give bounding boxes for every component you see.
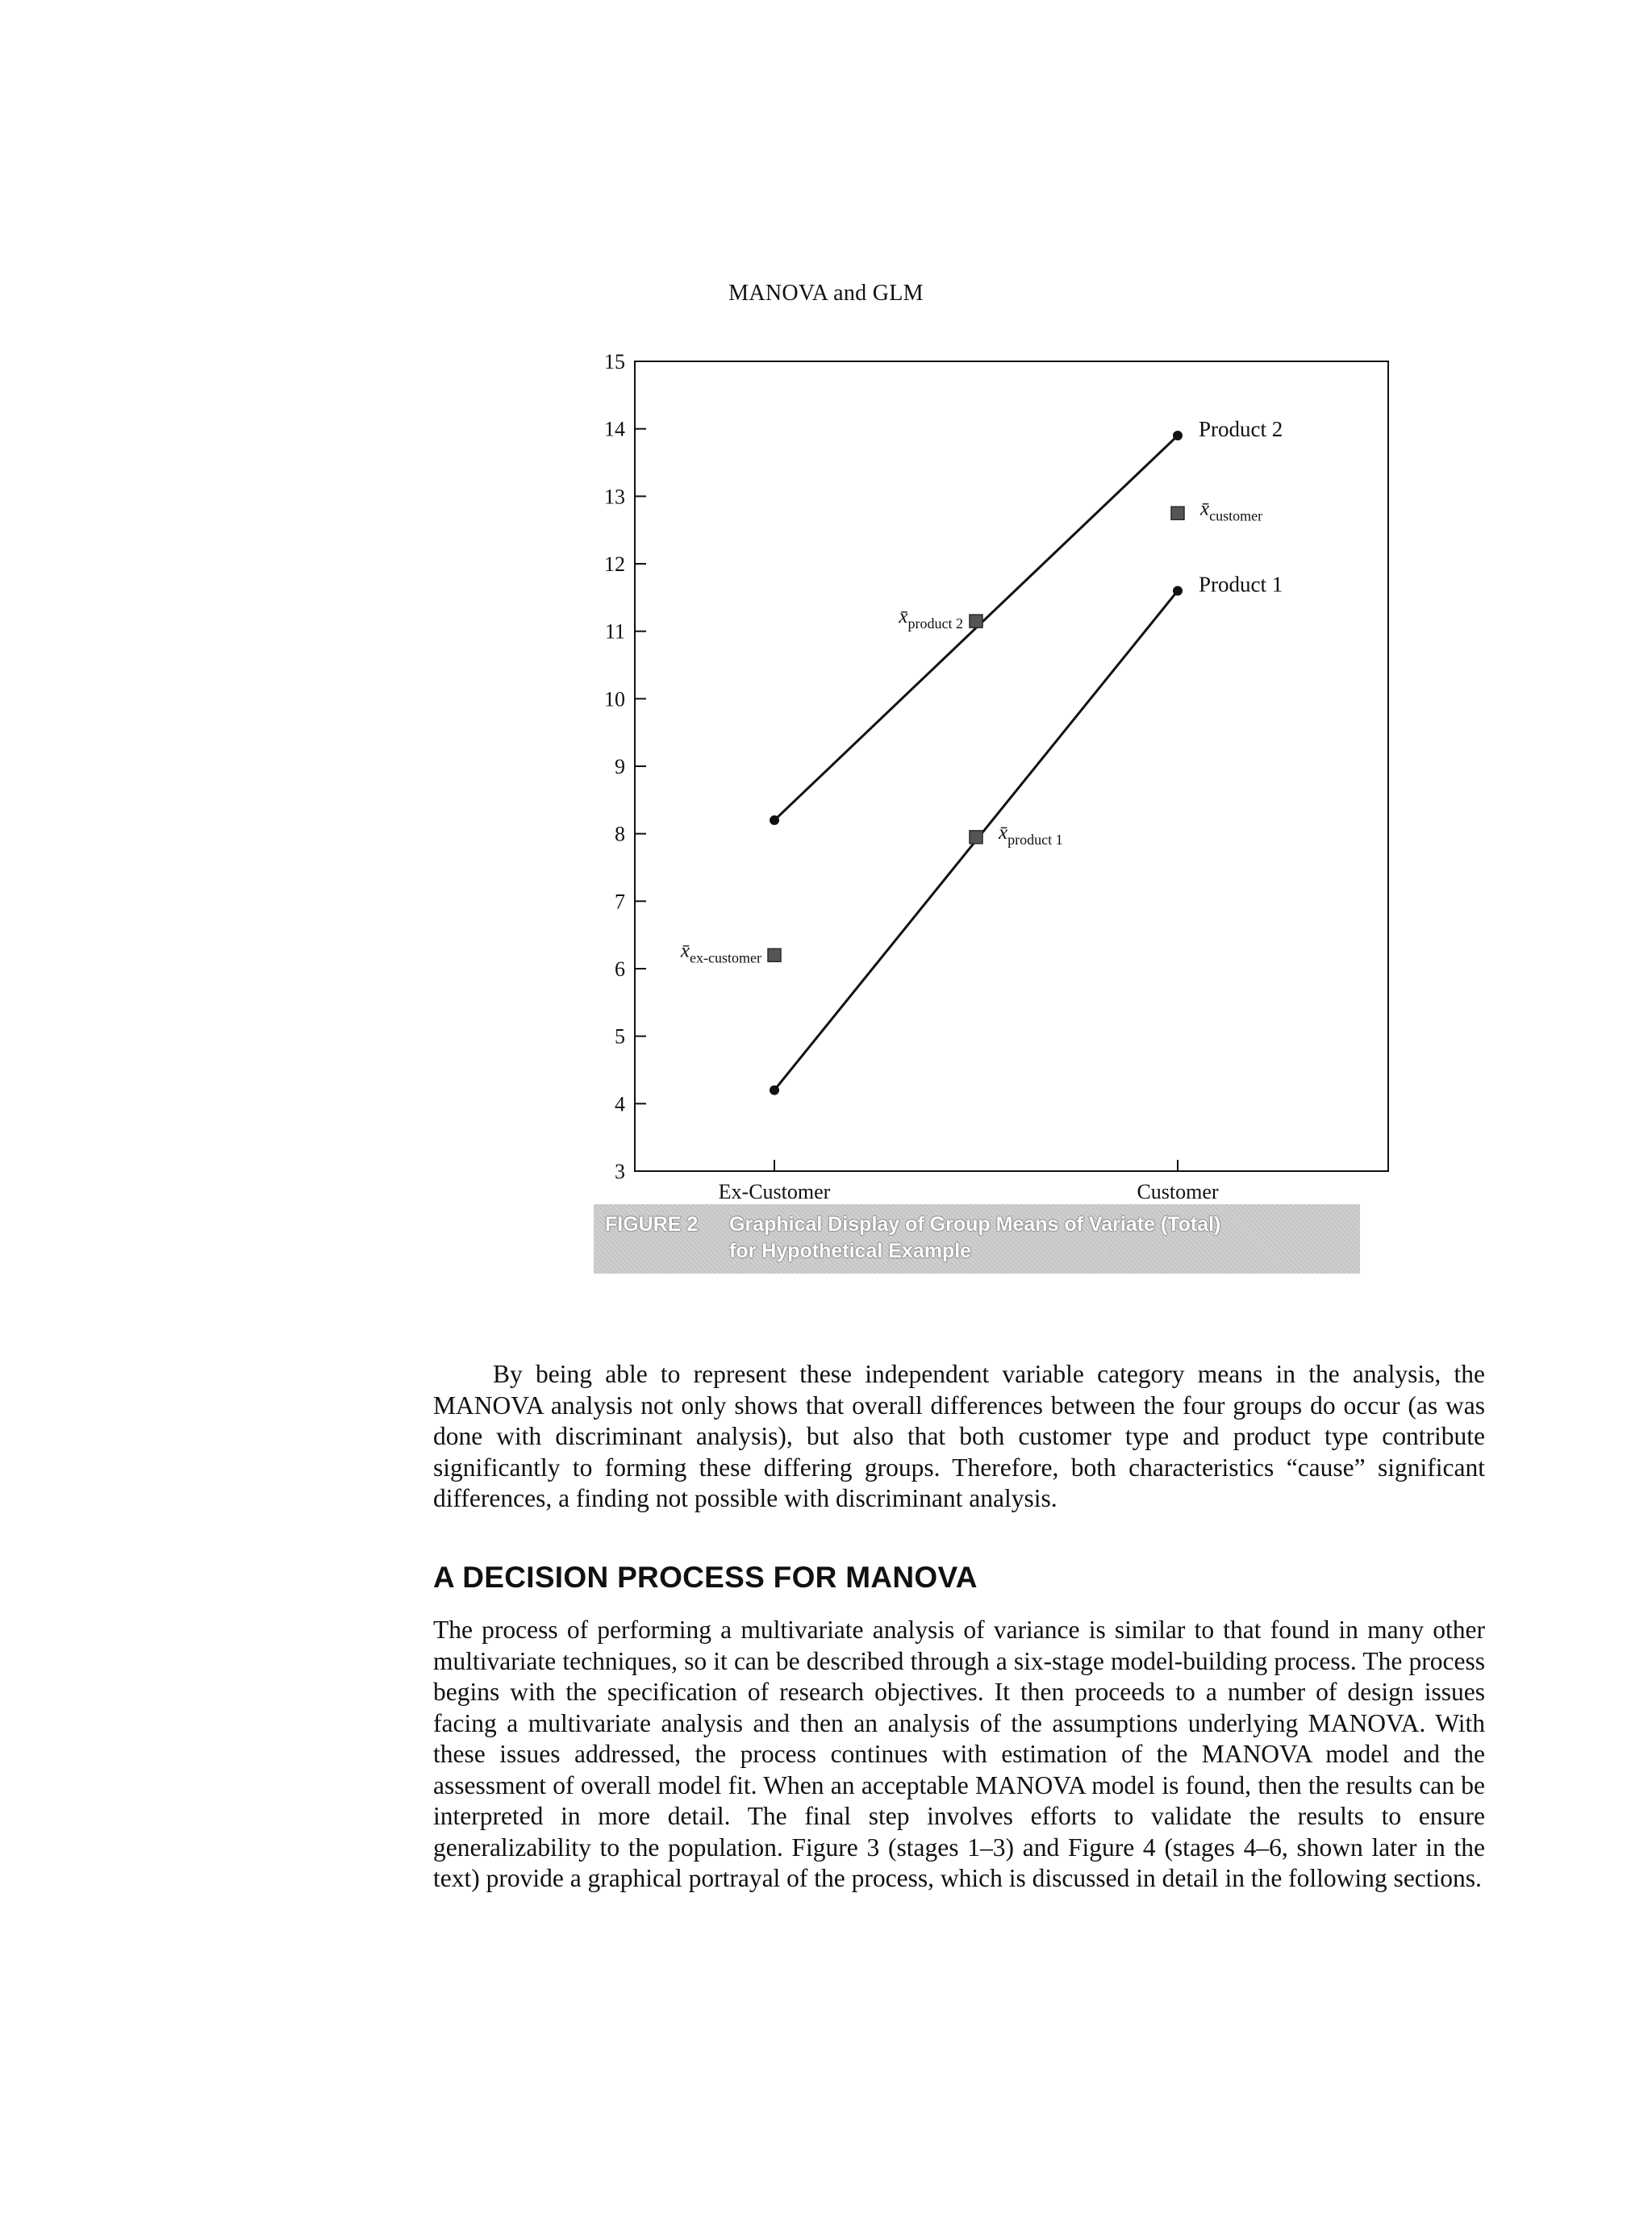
x-category-label: Customer (1137, 1180, 1219, 1203)
y-tick-label: 10 (604, 687, 625, 711)
group-means (680, 498, 1262, 965)
running-head: MANOVA and GLM (728, 281, 924, 306)
paragraph-1-text: By being able to represent these independent variable category means in the analysis, the MANOVA analysis not only shows that overall differences between the four groups do occur (as was done with discriminant analysis), but also that both customer type and product type contribute significantly to forming these differing groups. Therefore, both characteristics “cause” significant differences, a finding not possible with discriminant analysis. (433, 1360, 1485, 1512)
y-tick-label: 6 (615, 957, 625, 981)
figure-caption-line2: for Hypothetical Example (729, 1240, 972, 1262)
plot-frame (635, 361, 1388, 1171)
series-point-product-1 (770, 1086, 779, 1095)
series-label-product-1: Product 1 (1199, 572, 1283, 597)
mean-label-product-1: x̄product 1 (999, 821, 1063, 848)
paragraph-2-text: The process of performing a multivariate analysis of variance is similar to that found in many other multivariate techniques, so it can be described through a six-stage model-building process. The process begins with the specification of research objectives. It then proceeds to a number of design issues facing a multivariate analysis and then an analysis of the assumptions underlying MANOVA. With these issues addressed, the process continues with estimation of the MANOVA model and the assessment of overall model fit. When an acceptable MANOVA model is found, then the results can be interpreted in more detail. The final step involves efforts to validate the results to ensure generalizability to the population. Figure 3 (stages 1–3) and Figure 4 (stages 4–6, shown later in the text) provide a graphical portrayal of the process, which is discussed in detail in the following sections. (433, 1616, 1485, 1892)
series-point-product-1 (1173, 586, 1183, 595)
mean-label-customer: x̄customer (1200, 498, 1263, 524)
mean-label-product-2: x̄product 2 (899, 606, 963, 632)
series-point-product-2 (770, 815, 779, 825)
y-tick-label: 3 (615, 1160, 625, 1183)
section-heading: A DECISION PROCESS FOR MANOVA (433, 1561, 978, 1594)
y-tick-label: 12 (604, 552, 625, 576)
y-tick-label: 5 (615, 1024, 625, 1049)
figure-caption (594, 1204, 1360, 1274)
mean-marker-product-1 (970, 831, 982, 844)
y-tick-label: 9 (615, 755, 625, 778)
series-point-product-2 (1173, 431, 1183, 440)
paragraph-1 (433, 1359, 1485, 1515)
y-tick-label: 11 (604, 619, 625, 644)
x-category-label: Ex-Customer (718, 1180, 831, 1203)
mean-marker-product-2 (970, 615, 982, 628)
mean-marker-customer (1171, 507, 1184, 519)
y-tick-label: 8 (615, 822, 625, 846)
series-label-product-2: Product 2 (1199, 417, 1283, 442)
y-tick-label: 15 (604, 350, 625, 373)
y-axis (604, 350, 646, 1183)
mean-marker-ex-customer (768, 949, 781, 961)
y-tick-label: 4 (615, 1092, 625, 1116)
mean-label-ex-customer: x̄ex-customer (680, 940, 761, 966)
y-tick-label: 7 (615, 890, 625, 914)
figure-caption-number: FIGURE 2 (605, 1213, 699, 1236)
y-tick-label: 14 (604, 417, 625, 441)
paragraph-2 (433, 1615, 1485, 1895)
x-axis (719, 1160, 1219, 1203)
y-tick-label: 13 (604, 485, 625, 509)
figure-caption-line1: Graphical Display of Group Means of Variate (Total) (729, 1213, 1221, 1236)
